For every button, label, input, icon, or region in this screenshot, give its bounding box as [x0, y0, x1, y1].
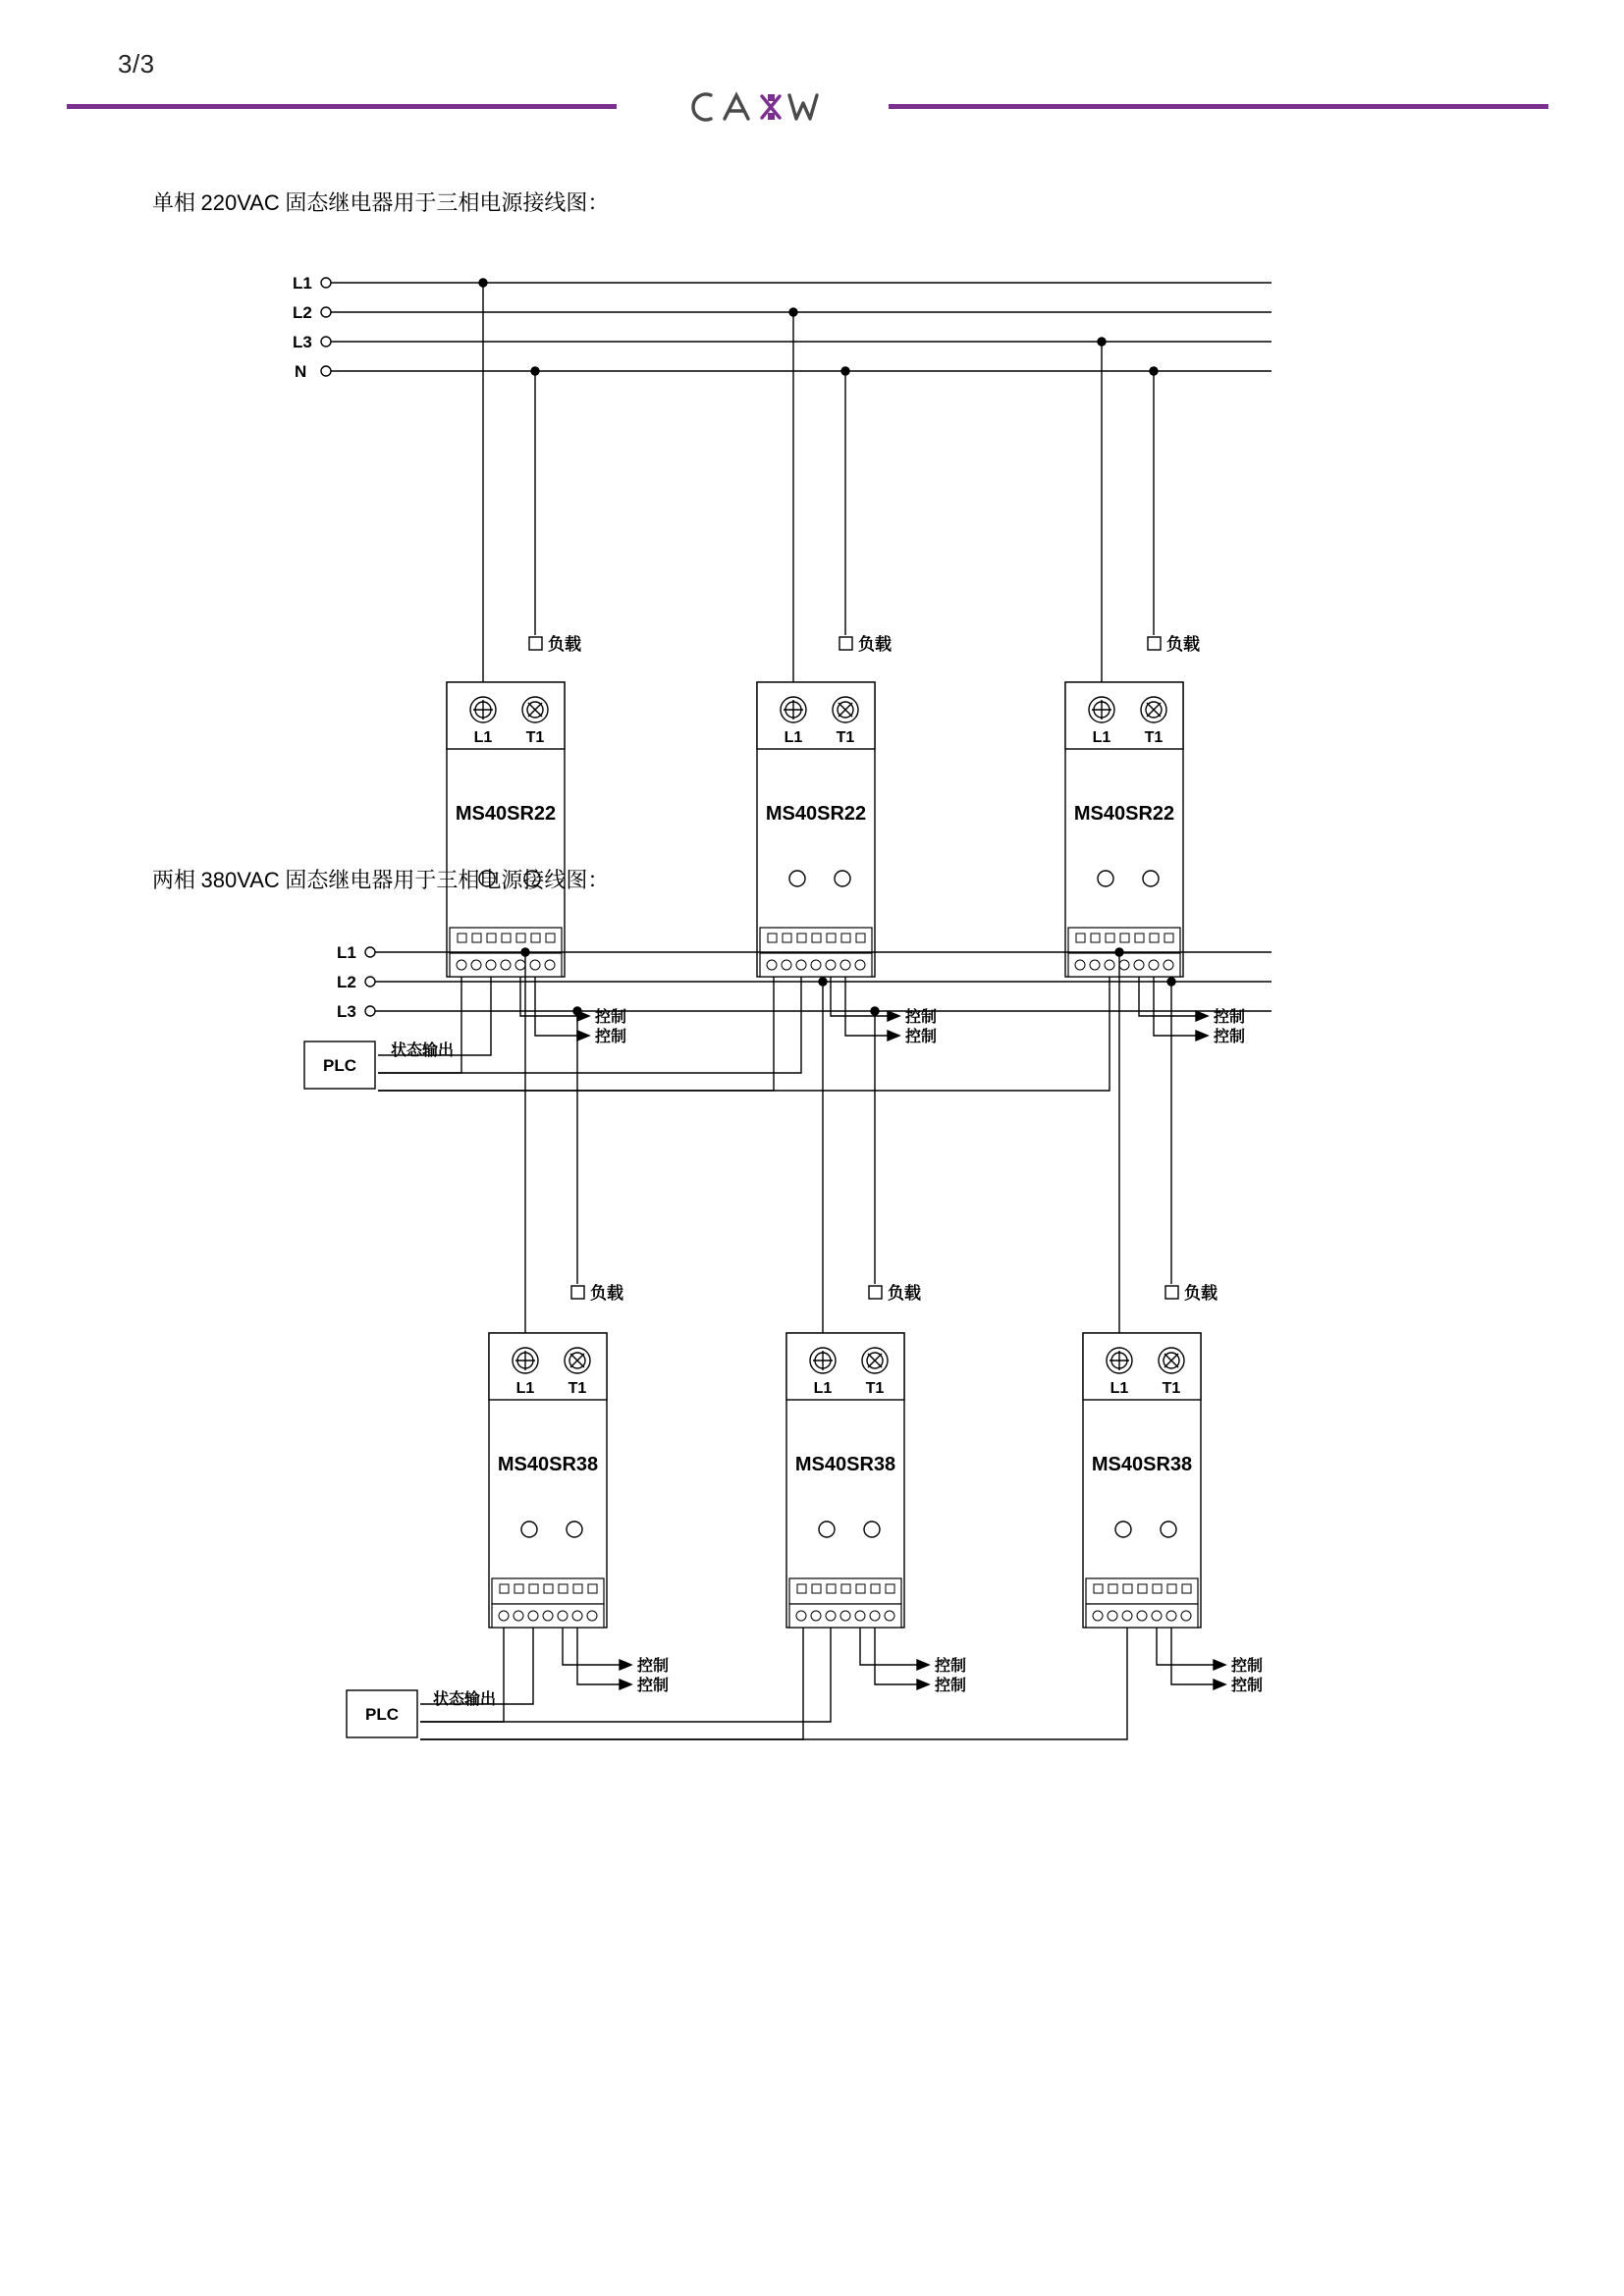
- load-label-3: 负载: [1184, 1284, 1218, 1303]
- module-label-1: MS40SR22: [455, 803, 557, 825]
- section-2-caption: [152, 864, 609, 894]
- bus-label-l3: L3: [293, 333, 312, 351]
- caxw-logo: [677, 84, 874, 130]
- terminal-label-l1: L1: [473, 729, 493, 746]
- control-label-1a: 控制: [595, 1009, 627, 1026]
- module-label-1: MS40SR38: [497, 1454, 599, 1475]
- relay-module-1: [489, 1333, 607, 1628]
- plc-label: PLC: [323, 1056, 356, 1075]
- page-number: 3/3: [118, 49, 155, 79]
- load-label-2: 负载: [888, 1284, 921, 1303]
- bus-label-n: N: [295, 362, 307, 381]
- load-label-3: 负载: [1166, 635, 1200, 654]
- section-1-caption-suffix: 固态继电器用于三相电源接线图：: [279, 190, 610, 215]
- control-label-3a: 控制: [1214, 1009, 1246, 1026]
- terminal-label-t1: T1: [568, 1380, 587, 1397]
- section-1-caption-prefix: 单相: [152, 190, 201, 215]
- control-label-1b: 控制: [637, 1678, 670, 1694]
- header-rule-right: [889, 104, 1548, 109]
- load-label-1: 负载: [548, 635, 581, 654]
- relay-module-2: [786, 1333, 904, 1628]
- load-label-1: 负载: [590, 1284, 623, 1303]
- control-label-2a: 控制: [935, 1658, 967, 1675]
- control-label-2b: 控制: [935, 1678, 967, 1694]
- section-1-caption: [152, 187, 609, 217]
- terminal-label-t1: T1: [525, 729, 545, 746]
- module-label-2: MS40SR22: [765, 803, 867, 825]
- relay-module-3: [1083, 1333, 1201, 1628]
- control-label-3b: 控制: [1231, 1678, 1264, 1694]
- wiring-diagram-380vac: [0, 923, 1624, 1724]
- status-output-label: 状态输出: [433, 1691, 497, 1708]
- section-1-caption-voltage: 220VAC: [200, 190, 280, 215]
- terminal-label-l1: L1: [1110, 1380, 1129, 1397]
- load-label-2: 负载: [858, 635, 892, 654]
- bus-label-l1: L1: [293, 274, 312, 293]
- control-label-3b: 控制: [1214, 1029, 1246, 1045]
- terminal-label-t1: T1: [1162, 1380, 1181, 1397]
- plc-label: PLC: [365, 1705, 399, 1724]
- bus-label-l1: L1: [337, 943, 356, 962]
- status-output-label: 状态输出: [391, 1042, 455, 1059]
- control-label-3a: 控制: [1231, 1658, 1264, 1675]
- module-label-3: MS40SR38: [1091, 1454, 1193, 1475]
- bus-label-l3: L3: [337, 1002, 356, 1021]
- terminal-label-l1: L1: [813, 1380, 833, 1397]
- header-rule-left: [67, 104, 617, 109]
- control-label-1a: 控制: [637, 1658, 670, 1675]
- terminal-label-l1: L1: [784, 729, 803, 746]
- terminal-label-t1: T1: [836, 729, 855, 746]
- control-label-2b: 控制: [905, 1029, 938, 1045]
- terminal-label-l1: L1: [1092, 729, 1111, 746]
- section-2-caption-suffix: 固态继电器用于三相电源接线图：: [279, 868, 610, 892]
- module-label-2: MS40SR38: [794, 1454, 896, 1475]
- bus-label-l2: L2: [293, 303, 312, 322]
- terminal-label-l1: L1: [515, 1380, 535, 1397]
- section-2-caption-voltage: 380VAC: [200, 868, 280, 892]
- control-label-2a: 控制: [905, 1009, 938, 1026]
- bus-label-l2: L2: [337, 973, 356, 991]
- control-label-1b: 控制: [595, 1029, 627, 1045]
- terminal-label-t1: T1: [865, 1380, 885, 1397]
- terminal-label-t1: T1: [1144, 729, 1164, 746]
- section-2-caption-prefix: 两相: [152, 868, 201, 892]
- module-label-3: MS40SR22: [1073, 803, 1175, 825]
